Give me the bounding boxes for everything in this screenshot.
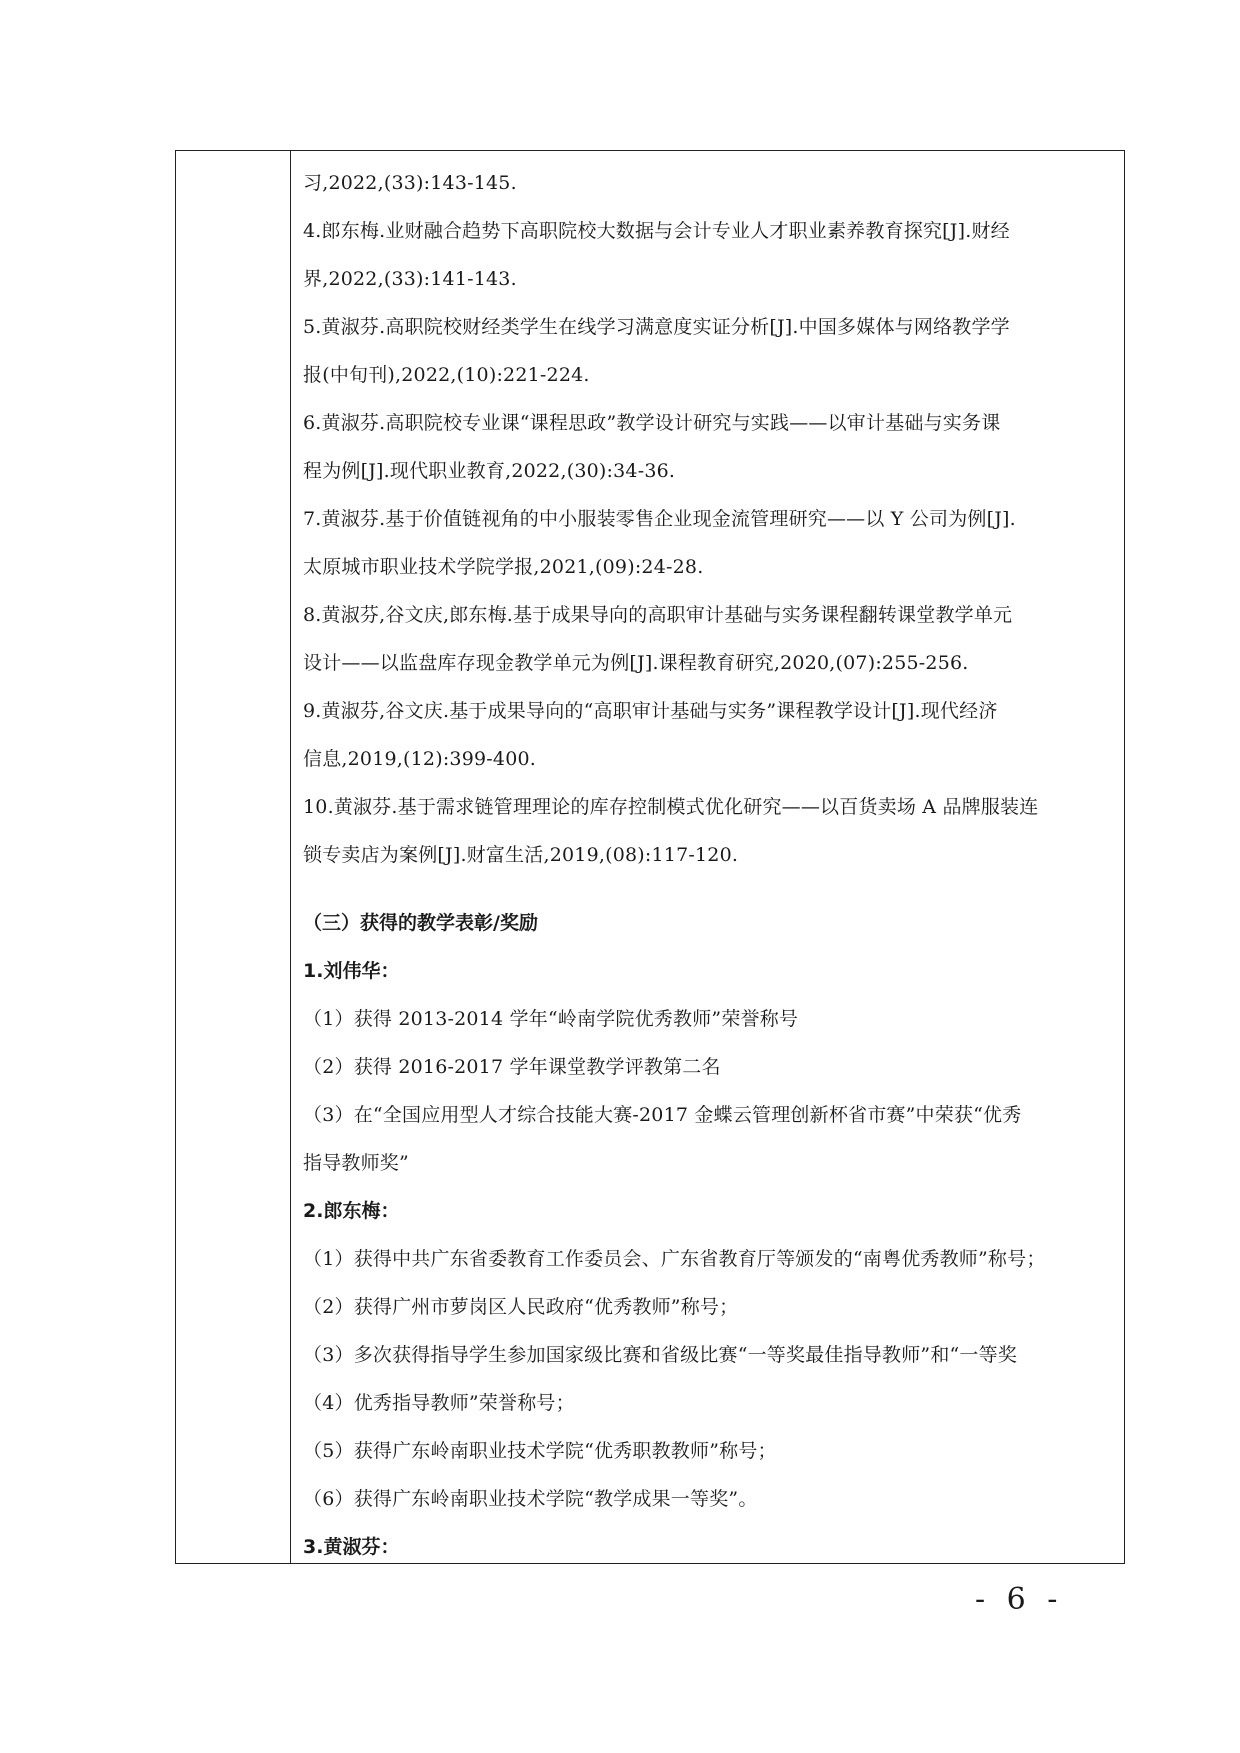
reference-line: 4.郎东梅.业财融合趋势下高职院校大数据与会计专业人才职业素养教育探究[J].财经 <box>303 220 1010 242</box>
reference-line: 7.黄淑芬.基于价值链视角的中小服装零售企业现金流管理研究——以 Y 公司为例[J]. <box>303 508 1016 530</box>
reference-line: 8.黄淑芬,谷文庆,郎东梅.基于成果导向的高职审计基础与实务课程翻转课堂教学单元 <box>303 604 1013 626</box>
award-line: （6）获得广东岭南职业技术学院“教学成果一等奖”。 <box>303 1488 758 1510</box>
person-awards <box>303 947 1113 1187</box>
award-line: （1）获得中共广东省委教育工作委员会、广东省教育厅等颁发的“南粤优秀教师”称号； <box>303 1248 1046 1270</box>
reference-line: 5.黄淑芬.高职院校财经类学生在线学习满意度实证分析[J].中国多媒体与网络教学学 <box>303 316 1010 338</box>
reference-line: 习,2022,(33):143-145. <box>303 172 517 194</box>
reference-item <box>303 159 1113 207</box>
reference-line: 报(中旬刊),2022,(10):221-224. <box>303 364 590 386</box>
award-line: （3）在“全国应用型人才综合技能大赛-2017 金蝶云管理创新杯省市赛”中荣获“优秀 <box>303 1104 1022 1126</box>
award-line: （3）多次获得指导学生参加国家级比赛和省级比赛“一等奖最佳指导教师”和“一等奖 <box>303 1344 1018 1366</box>
reference-line: 设计——以监盘库存现金教学单元为例[J].课程教育研究,2020,(07):255-256. <box>303 652 969 674</box>
reference-item <box>303 783 1113 879</box>
table-left-cell <box>176 151 291 1563</box>
reference-item <box>303 399 1113 495</box>
section-heading: （三）获得的教学表彰/奖励 <box>303 912 538 934</box>
person-name: 3.黄淑芬： <box>303 1536 400 1558</box>
reference-item <box>303 687 1113 783</box>
reference-line: 6.黄淑芬.高职院校专业课“课程思政”教学设计研究与实践——以审计基础与实务课 <box>303 412 1001 434</box>
reference-line: 9.黄淑芬,谷文庆.基于成果导向的“高职审计基础与实务”课程教学设计[J].现代经济 <box>303 700 998 722</box>
reference-line: 锁专卖店为案例[J].财富生活,2019,(08):117-120. <box>303 844 739 866</box>
award-line: 指导教师奖” <box>303 1152 409 1174</box>
award-line: （1）获得 2013-2014 学年“岭南学院优秀教师”荣誉称号 <box>303 1008 799 1030</box>
reference-item <box>303 303 1113 399</box>
person-awards <box>303 1523 1113 1571</box>
award-line: （4）优秀指导教师”荣誉称号； <box>303 1392 575 1414</box>
reference-item <box>303 207 1113 303</box>
reference-line: 太原城市职业技术学院学报,2021,(09):24-28. <box>303 556 704 578</box>
person-name: 2.郎东梅： <box>303 1200 400 1222</box>
award-line: （2）获得广州市萝岗区人民政府“优秀教师”称号； <box>303 1296 739 1318</box>
reference-item <box>303 591 1113 687</box>
document-table <box>175 150 1125 1564</box>
person-name: 1.刘伟华： <box>303 960 400 982</box>
award-line: （5）获得广东岭南职业技术学院“优秀职教教师”称号； <box>303 1440 777 1462</box>
table-content-cell <box>303 159 1113 1571</box>
reference-line: 信息,2019,(12):399-400. <box>303 748 537 770</box>
reference-line: 10.黄淑芬.基于需求链管理理论的库存控制模式优化研究——以百货卖场 A 品牌服装连 <box>303 796 1039 818</box>
page-number: - 6 - <box>975 1582 1064 1617</box>
reference-item <box>303 495 1113 591</box>
reference-line: 程为例[J].现代职业教育,2022,(30):34-36. <box>303 460 676 482</box>
award-line: （2）获得 2016-2017 学年课堂教学评教第二名 <box>303 1056 721 1078</box>
person-awards <box>303 1187 1113 1523</box>
awards-list <box>303 947 1113 1571</box>
reference-list <box>303 159 1113 879</box>
reference-line: 界,2022,(33):141-143. <box>303 268 517 290</box>
